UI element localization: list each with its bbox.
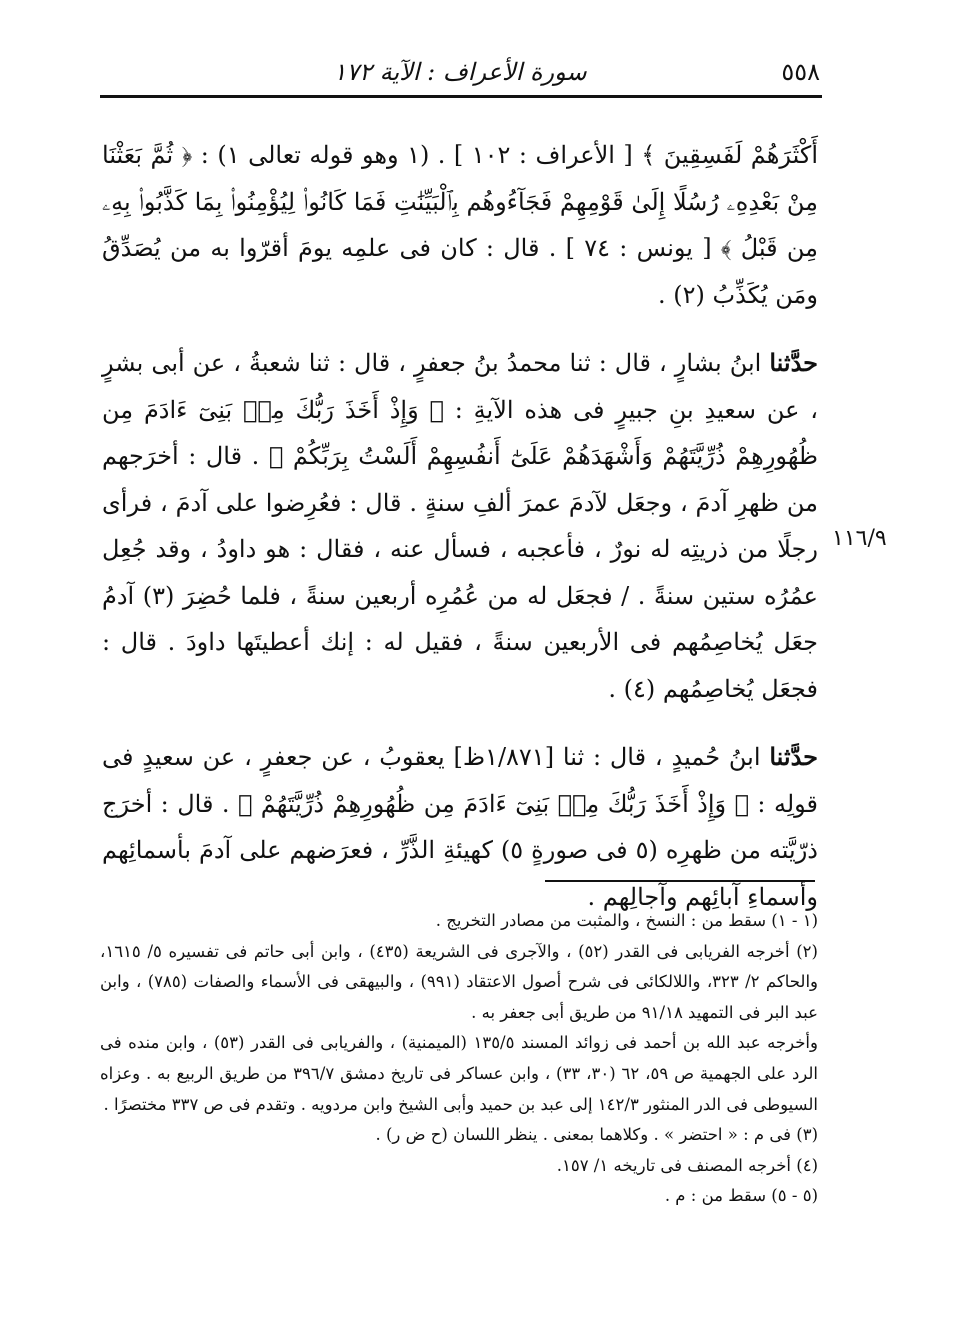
- footnote: (٢) أخرجه الفريابى فى القدر (٥٢) ، والآجرى فى الشريعة (٤٣٥) ، وابن أبى حاتم فى تفسيره ٥/ ١٦١٥، والحاكم ٢/ ٣٢٣، واللالكائى فى شرح أصول الاعتقاد (٩٩١) ، والبيهقى فى الأسماء والصفات (٧٨٥) ، وابن عبد البر فى التمهيد ٩١/١٨ من طريق أبى جعفر به .: [100, 941, 818, 1022]
- hadith-lead-word: حدَّثنا: [769, 348, 818, 377]
- footnote: (٤) أخرجه المصنف فى تاريخه ١/ ١٥٧.: [556, 1155, 818, 1175]
- hadith-lead-word: حدَّثنا: [769, 742, 818, 771]
- paragraph-2: [102, 340, 818, 712]
- footnote: (١ - ١) سقط من : النسخ ، والمثبت من مصادر التخريج .: [435, 911, 818, 930]
- footnote-rule: [545, 880, 815, 882]
- page-header: [100, 52, 820, 96]
- page-number: ٥٥٨: [781, 58, 820, 86]
- header-rule: [100, 95, 822, 98]
- paragraph-1: أَكْثَرَهُمْ لَفَسِقِينَ ﴾ [ الأعراف : ١٠٢ ] . (١ وهو قوله تعالى ١) : ﴿ ثُمَّ بَعَثْنَا مِنْ بَعْدِهِۦ رُسُلًا إِلَىٰ قَوْمِهِمْ فَجَآءُوهُم بِٱلْبَيِّنَٰتِ فَمَا كَانُوا۟ لِيُؤْمِنُوا۟ بِمَا كَذَّبُوا۟ بِهِۦ مِن قَبْلُ ﴾ [ يونس : ٧٤ ] . قال : كان فى علمِه يومَ أقرّوا به من يُصَدِّقُ ومَن يُكَذِّبُ (٢) .: [102, 141, 819, 309]
- footnote: (٥ - ٥) سقط من : م .: [664, 1186, 818, 1206]
- running-title: سورة الأعراف : الآية ١٧٢: [333, 58, 587, 86]
- paragraph-3: [102, 734, 818, 920]
- margin-volume-reference: ١١٦/٩: [832, 526, 887, 551]
- footnotes: [100, 906, 818, 1212]
- footnote: (٣) فى م : « احتضر » . وكلاهما بمعنى . ينظر اللسان (ح ض ر) .: [375, 1125, 818, 1145]
- paragraph-3-text: ابنُ حُميدٍ ، قال : ثنا [١/٨٧١ظ] يعقوبُ ، عن جعفرٍ ، عن سعيدٍ فى قولِه : ﴿ وَإِذْ أَخَذَ رَبُّكَ مِنۢ بَنِىٓ ءَادَمَ مِن ظُهُورِهِمْ ذُرِّيَّتَهُمْ ﴾ . قال : أخرَج ذرّيَّته من ظهرِه (٥ فى صورةٍ ٥) كهيئةِ الذَّرِّ ، فعرَضهم على آدمَ بأسمائِهم وأسماءِ آبائِهم وآجالِهم .: [102, 743, 818, 911]
- paragraph-2-text: ابنُ بشارٍ ، قال : ثنا محمدُ بنُ جعفرٍ ، قال : ثنا شعبةُ ، عن أبى بشرٍ ، عن سعيدِ بنِ جبيرٍ فى هذه الآيةِ : ﴿ وَإِذْ أَخَذَ رَبُّكَ مِنۢ بَنِىٓ ءَادَمَ مِن ظُهُورِهِمْ ذُرِّيَّتَهُمْ وَأَشْهَدَهُمْ عَلَىٰٓ أَنفُسِهِمْ أَلَسْتُ بِرَبِّكُمْ ﴾ . قال : أخرَجهم من ظهرِ آدمَ ، وجعَل لآدمَ عمرَ ألفِ سنةٍ . قال : فعُرِضوا على آدمَ ، فرأى رجلًا من ذريتِه له نورٌ ، فأعجبه ، فسأل عنه ، فقال : هو داودُ ، وقد جُعِل عمُرُه ستين سنةً . / فجعَل له من عُمُرِه أربعين سنةً ، فلما حُضِرَ (٣) آدمُ جعَل يُخاصِمُهم فى الأربعين سنةً ، فقيل له : إنك أعطيتَها داودَ . قال : فجعَل يُخاصِمُهم (٤) .: [102, 349, 818, 703]
- footnote: وأخرجه عبد الله بن أحمد فى زوائد المسند ١٣٥/٥ (الميمنية) ، والفريابى فى القدر (٥٣) ، وابن منده فى الرد على الجهمية ص ٥٩، ٦٢ (٣٠، ٣٣) ، وابن عساكر فى تاريخ دمشق ٣٩٦/٧ من طريق الربيع به . وعزاه السيوطى فى الدر المنثور ١٤٢/٣ إلى عبد بن حميد وأبى الشيخ وابن مردويه . وتقدم فى ص ٣٣٧ مختصرًا .: [100, 1033, 819, 1114]
- main-text: [102, 132, 818, 920]
